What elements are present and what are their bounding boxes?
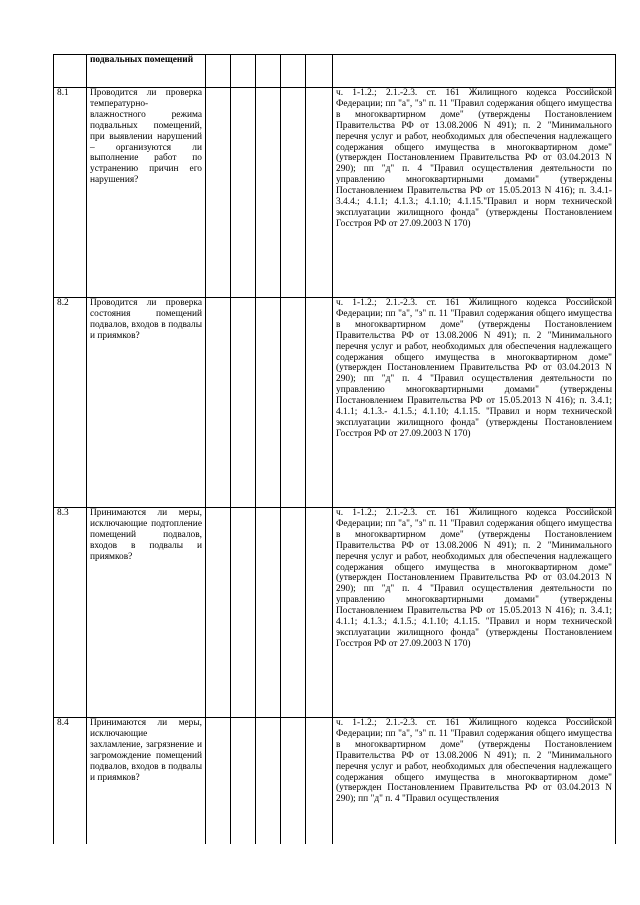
answer-cell	[231, 55, 256, 88]
table-row	[54, 88, 616, 298]
answer-cell	[306, 298, 333, 508]
answer-cell	[231, 718, 256, 844]
question-cell: Принимаются ли меры, исключающие захламление, загрязнение и загромождение помещений подвалов, входов в подвалы и приямков?	[87, 718, 206, 844]
legal-reference-cell: ч. 1-1.2.; 2.1.-2.3. ст. 161 Жилищного кодекса Российской Федерации; пп "а", "з" п. 11 "Правил содержания общего имущества в многоквартирном доме" (утверждены Постановлением Правительства РФ от 13.08.2006 N 491); п. 2 "Минимального перечня услуг и работ, необходимых для обеспечения надлежащего содержания общего имущества в многоквартирном доме" (утвержден Постановлением Правительства РФ от 03.04.2013 N 290); пп "д" п. 4 "Правил осуществления	[333, 718, 616, 844]
table-row	[54, 298, 616, 508]
checklist-table	[53, 54, 616, 844]
answer-cell	[206, 508, 231, 718]
row-number-cell: 8.1	[54, 88, 87, 298]
question-cell: Проводится ли проверка состояния помещений подвалов, входов в подвалы и приямков?	[87, 298, 206, 508]
answer-cell	[306, 55, 333, 88]
answer-cell	[306, 508, 333, 718]
answer-cell	[281, 718, 306, 844]
question-cell: подвальных помещений	[87, 55, 206, 88]
answer-cell	[206, 88, 231, 298]
answer-cell	[231, 88, 256, 298]
answer-cell	[281, 508, 306, 718]
answer-cell	[206, 55, 231, 88]
row-number-cell: 8.4	[54, 718, 87, 844]
answer-cell	[231, 298, 256, 508]
legal-reference-cell	[333, 55, 616, 88]
legal-reference-cell: ч. 1-1.2.; 2.1.-2.3. ст. 161 Жилищного кодекса Российской Федерации; пп "а", "з" п. 11 "Правил содержания общего имущества в многоквартирном доме" (утверждены Постановлением Правительства РФ от 13.08.2006 N 491); п. 2 "Минимального перечня услуг и работ, необходимых для обеспечения надлежащего содержания общего имущества в многоквартирном доме" (утвержден Постановлением Правительства РФ от 03.04.2013 N 290); пп "д" п. 4 "Правил осуществления деятельности по управлению многоквартирными домами" (утверждены Постановлением Правительства РФ от 15.05.2013 N 416); п. 3.4.1-3.4.4.; 4.1.1; 4.1.3.; 4.1.10; 4.1.15."Правил и норм технической эксплуатации жилищного фонда" (утверждены Постановлением Госстроя РФ от 27.09.2003 N 170)	[333, 88, 616, 298]
answer-cell	[256, 508, 281, 718]
answer-cell	[306, 718, 333, 844]
table-row	[54, 508, 616, 718]
answer-cell	[281, 88, 306, 298]
answer-cell	[306, 88, 333, 298]
answer-cell	[256, 55, 281, 88]
question-cell: Проводится ли проверка температурно-влажностного режима подвальных помещений, при выявлении нарушений – организуются ли выполнение работ по устранению причин его нарушения?	[87, 88, 206, 298]
answer-cell	[256, 718, 281, 844]
answer-cell	[256, 88, 281, 298]
legal-reference-cell: ч. 1-1.2.; 2.1.-2.3. ст. 161 Жилищного кодекса Российской Федерации; пп "а", "з" п. 11 "Правил содержания общего имущества в многоквартирном доме" (утверждены Постановлением Правительства РФ от 13.08.2006 N 491); п. 2 "Минимального перечня услуг и работ, необходимых для обеспечения надлежащего содержания общего имущества в многоквартирном доме" (утвержден Постановлением Правительства РФ от 03.04.2013 N 290); пп "д" п. 4 "Правил осуществления деятельности по управлению многоквартирными домами" (утверждены Постановлением Правительства РФ от 15.05.2013 N 416); п. 3.4.1; 4.1.1; 4.1.3.; 4.1.5.; 4.1.10; 4.1.15. "Правил и норм технической эксплуатации жилищного фонда" (утверждены Постановлением Госстроя РФ от 27.09.2003 N 170)	[333, 508, 616, 718]
row-number-cell: 8.2	[54, 298, 87, 508]
answer-cell	[206, 298, 231, 508]
answer-cell	[256, 298, 281, 508]
row-number-cell: 8.3	[54, 508, 87, 718]
answer-cell	[281, 298, 306, 508]
table-row	[54, 55, 616, 88]
table-row	[54, 718, 616, 844]
question-cell: Принимаются ли меры, исключающие подтопление помещений подвалов, входов в подвалы и приямков?	[87, 508, 206, 718]
answer-cell	[231, 508, 256, 718]
answer-cell	[281, 55, 306, 88]
legal-reference-cell: ч. 1-1.2.; 2.1.-2.3. ст. 161 Жилищного кодекса Российской Федерации; пп "а", "з" п. 11 "Правил содержания общего имущества в многоквартирном доме" (утверждены Постановлением Правительства РФ от 13.08.2006 N 491); п. 2 "Минимального перечня услуг и работ, необходимых для обеспечения надлежащего содержания общего имущества в многоквартирном доме" (утвержден Постановлением Правительства РФ от 03.04.2013 N 290); пп "д" п. 4 "Правил осуществления деятельности по управлению многоквартирными домами" (утверждены Постановлением Правительства РФ от 15.05.2013 N 416); п. 3.4.1; 4.1.1; 4.1.3.- 4.1.5.; 4.1.10; 4.1.15. "Правил и норм технической эксплуатации жилищного фонда" (утверждены Постановлением Госстроя РФ от 27.09.2003 N 170)	[333, 298, 616, 508]
answer-cell	[206, 718, 231, 844]
row-number-cell	[54, 55, 87, 88]
